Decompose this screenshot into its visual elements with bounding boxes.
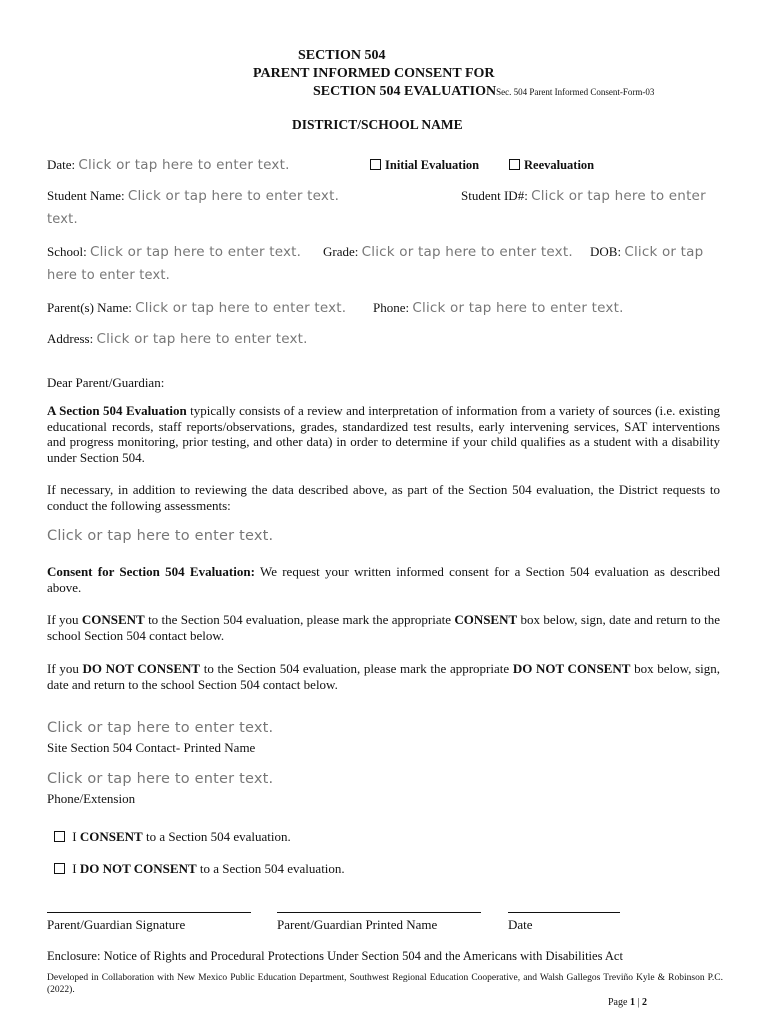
phone-label: Phone: (373, 300, 410, 315)
assessments-field[interactable]: Click or tap here to enter text. (47, 528, 274, 544)
district-school-name: DISTRICT/SCHOOL NAME (292, 117, 463, 132)
contact-name-field[interactable]: Click or tap here to enter text. (47, 720, 274, 736)
printed-name-line[interactable] (277, 912, 481, 913)
student-id-label: Student ID#: (461, 188, 528, 203)
signature-line[interactable] (47, 912, 251, 913)
initial-evaluation-checkbox[interactable] (370, 159, 381, 170)
phone-extension-caption: Phone/Extension (47, 791, 136, 806)
dob-field-continued[interactable]: here to enter text. (47, 268, 171, 283)
no-consent-instructions (47, 661, 720, 692)
reevaluation-label: Reevaluation (524, 158, 595, 172)
header-line3-row (313, 83, 654, 100)
contact-phone-field[interactable]: Click or tap here to enter text. (47, 771, 274, 787)
grade-field[interactable]: Click or tap here to enter text. (361, 244, 573, 260)
school-row (47, 244, 301, 260)
student-id-field-continued[interactable]: text. (47, 212, 78, 227)
text-bold: DO NOT CONSENT (79, 861, 197, 876)
school-label: School: (47, 244, 87, 259)
text: I (72, 829, 80, 844)
header-line1: SECTION 504 (298, 48, 386, 63)
date-line[interactable] (508, 912, 620, 913)
text: box below, sign, date and return to the school Section 504 contact below. (47, 612, 720, 643)
header-line3: SECTION 504 EVALUATION (313, 84, 497, 99)
consent-request-text: We request your written informed consent for a Section 504 evaluation as described above. (47, 564, 720, 595)
assessments-paragraph: If necessary, in addition to reviewing the data described above, as part of the Section 504 evaluation, the District requests to conduct the following assessments: (47, 482, 720, 513)
signature-caption: Parent/Guardian Signature (47, 917, 186, 932)
consent-checkbox[interactable] (54, 831, 65, 842)
date-label: Date: (47, 157, 76, 172)
consent-request-paragraph (47, 564, 720, 595)
parents-name-field[interactable]: Click or tap here to enter text. (135, 300, 347, 316)
date-field[interactable]: Click or tap here to enter text. (78, 157, 290, 173)
text: to the Section 504 evaluation, please mark the appropriate (200, 661, 513, 676)
address-field[interactable]: Click or tap here to enter text. (96, 331, 308, 347)
page-number (608, 997, 647, 1008)
address-row (47, 331, 308, 347)
page-total: 2 (641, 997, 647, 1008)
page-separator: | (637, 997, 640, 1008)
address-label: Address: (47, 331, 94, 346)
consent-instructions (47, 612, 720, 643)
grade-label: Grade: (323, 244, 359, 259)
developed-note: Developed in Collaboration with New Mexico Public Education Department, Southwest Regional Education Cooperative, and Walsh Gallegos Treviño Kyle & Robinson P.C. (2022). (47, 973, 723, 995)
date-row (47, 157, 290, 173)
dob-row (590, 244, 703, 260)
student-id-row (461, 188, 706, 204)
greeting: Dear Parent/Guardian: (47, 375, 165, 390)
text: If you (47, 661, 83, 676)
text: to a Section 504 evaluation. (196, 861, 345, 876)
phone-row (373, 300, 624, 316)
evaluation-paragraph-text: typically consists of a review and interpretation of information from a variety of sources (i.e. existing educational records, staff reports/observations, grades, standardized test results, early intervening services, SAT interventions and progress monitoring, prior testing, and other data) in order to determine if your child qualifies as a student with a disability under Section 504. (47, 403, 721, 465)
grade-row (323, 244, 573, 260)
text-bold: CONSENT (454, 612, 518, 627)
dob-label: DOB: (590, 244, 622, 259)
text: I (72, 861, 80, 876)
header-line2: PARENT INFORMED CONSENT FOR (253, 66, 495, 81)
consent-request-lead: Consent for Section 504 Evaluation: (47, 564, 255, 579)
do-not-consent-checkbox[interactable] (54, 863, 65, 874)
dob-field[interactable]: Click or tap (624, 244, 704, 260)
student-name-label: Student Name: (47, 188, 125, 203)
student-id-field[interactable]: Click or tap here to enter (531, 188, 706, 204)
school-field[interactable]: Click or tap here to enter text. (89, 244, 302, 260)
reevaluation-checkbox[interactable] (509, 159, 520, 170)
page-current: 1 (629, 997, 635, 1008)
text-bold: CONSENT (81, 612, 145, 627)
enclosure-note: Enclosure: Notice of Rights and Procedural Protections Under Section 504 and the Americans with Disabilities Act (47, 949, 623, 963)
consent-option[interactable] (54, 829, 291, 845)
parents-name-label: Parent(s) Name: (47, 300, 132, 315)
text: to a Section 504 evaluation. (142, 829, 291, 844)
phone-field[interactable]: Click or tap here to enter text. (412, 300, 624, 316)
text: If you (47, 612, 82, 627)
date-caption: Date (508, 917, 533, 932)
parents-name-row (47, 300, 346, 316)
text-bold: DO NOT CONSENT (82, 661, 201, 676)
student-name-row (47, 188, 339, 204)
text-bold: CONSENT (79, 829, 143, 844)
text: to the Section 504 evaluation, please mark the appropriate (144, 612, 455, 627)
text-bold: DO NOT CONSENT (512, 661, 631, 676)
text: box below, sign, date and return to the school Section 504 contact below. (47, 661, 720, 692)
page-prefix: Page (608, 997, 628, 1008)
student-name-field[interactable]: Click or tap here to enter text. (127, 188, 340, 204)
do-not-consent-option[interactable] (54, 861, 345, 877)
evaluation-paragraph (47, 403, 720, 465)
initial-evaluation-label: Initial Evaluation (385, 158, 480, 172)
evaluation-paragraph-lead: A Section 504 Evaluation (47, 403, 187, 418)
contact-name-caption: Site Section 504 Contact- Printed Name (47, 740, 256, 755)
reevaluation-option[interactable] (509, 158, 594, 173)
initial-evaluation-option[interactable] (370, 158, 479, 173)
printed-name-caption: Parent/Guardian Printed Name (277, 917, 438, 932)
form-code: Sec. 504 Parent Informed Consent-Form-03 (496, 87, 655, 97)
